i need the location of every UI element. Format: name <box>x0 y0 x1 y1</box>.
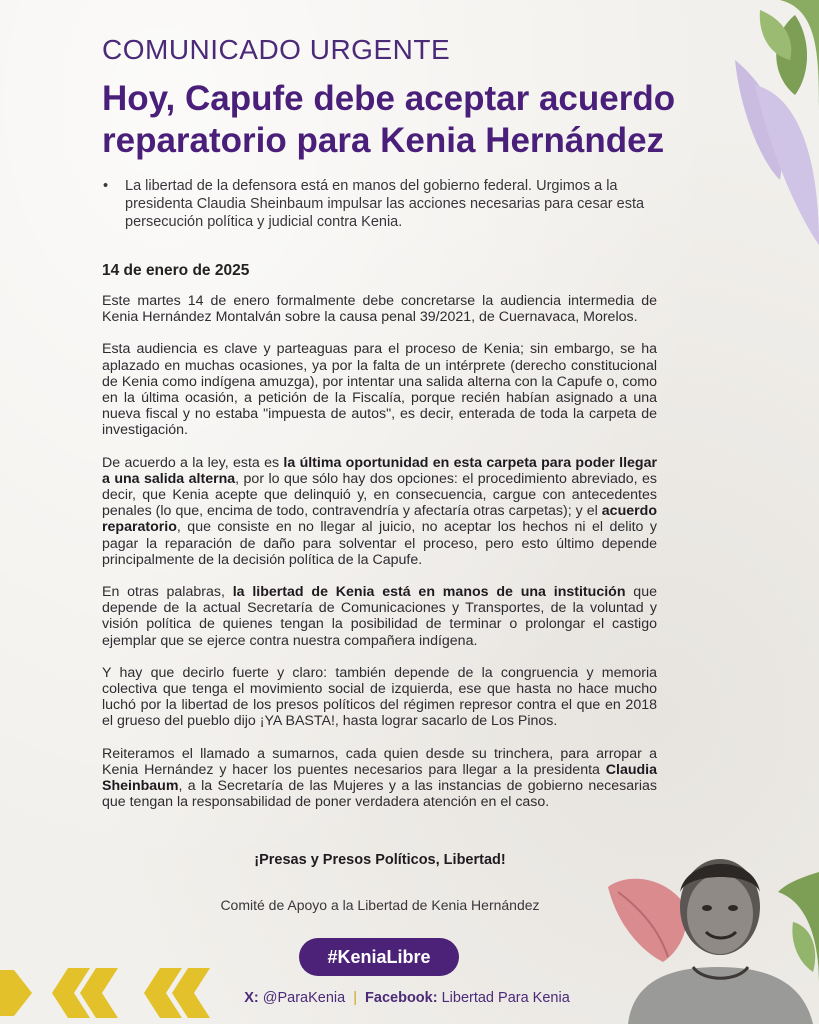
p3-bold-b: acuerdo reparatorio <box>102 503 657 536</box>
summary-bullet <box>103 177 663 231</box>
kicker-label: COMUNICADO URGENTE <box>102 34 451 65</box>
x-handle-link[interactable]: @ParaKenia <box>262 990 346 1006</box>
p3-text-a: De acuerdo a la ley, esta es <box>102 454 284 471</box>
p4-bold: la libertad de Kenia está en manos de una institución <box>232 584 626 601</box>
slogan: ¡Presas y Presos Políticos, Libertad! <box>254 852 506 868</box>
social-separator: | <box>353 990 358 1006</box>
p3-bold-a: la última oportunidad en esta carpeta para poder llegar a una salida alterna <box>102 454 657 487</box>
committee-signature: Comité de Apoyo a la Libertad de Kenia Hernández <box>220 897 540 913</box>
p4-text-a: En otras palabras, <box>102 584 233 601</box>
facebook-label: Facebook: <box>365 990 438 1006</box>
paragraph-2: Esta audiencia es clave y parteaguas para el proceso de Kenia; sin embargo, se ha aplazado en muchas ocasiones, ya por la falta de un intérprete (derecho constitucional de Kenia como indígena amuzga), por intentar una salida alterna con la Capufe o, como en la última ocasión, a petición de la Fiscalía, porque recién habían asignado a una nueva fiscal y no estaba "impuesta de autos", es decir, enterada de toda la carpeta de investigación. <box>102 341 657 439</box>
chevron-pattern-icon <box>0 962 230 1024</box>
body-text <box>102 293 657 826</box>
facebook-page-link[interactable]: Libertad Para Kenia <box>441 990 570 1006</box>
date-line: 14 de enero de 2025 <box>102 262 250 279</box>
headline: Hoy, Capufe debe aceptar acuerdo reparatorio para Kenia Hernández <box>102 79 676 160</box>
hashtag-badge: #KeniaLibre <box>299 938 459 976</box>
p6-bold: Claudia Sheinbaum <box>102 761 657 795</box>
x-label: X: <box>244 990 259 1006</box>
p4-text-b: que depende de la actual Secretaría de Comunicaciones y Transportes, de la voluntad y visión política de quienes tengan la posibilidad de terminar o prolongar el castigo ejemplar que se ejerce contra nuestra compañera indígena. <box>102 584 657 649</box>
p3-text-b: , por lo que sólo hay dos opciones: el procedimiento abreviado, es decir, que Kenia acepte que delinquió y, en consecuencia, cargue con antecedentes penales (lo que, encima de todo, contravendría y afectaría otras carpetas); y el <box>102 470 657 520</box>
paragraph-4 <box>102 584 657 649</box>
p6-text-b: , a la Secretaría de las Mujeres y a las instancias de gobierno necesarias que tengan la responsabilidad de poner verdadera atención en el caso. <box>102 778 657 811</box>
paragraph-6 <box>102 746 657 811</box>
paragraph-3 <box>102 455 657 568</box>
p3-text-c: , que consiste en no llegar al juicio, no aceptar los hechos ni el delito y pagar la reparación de daño para solventar el proceso, pero esto último depende principalmente de la decisión política de la Capufe. <box>102 519 657 568</box>
portrait-photo <box>608 832 819 1024</box>
p6-text-a: Reiteramos el llamado a sumarnos, cada quien desde su trinchera, para arropar a Kenia Hernández y hacer los puentes necesarios para llegar a la presidenta <box>102 745 657 778</box>
summary-text: La libertad de la defensora está en manos del gobierno federal. Urgimos a la presidenta Claudia Sheinbaum impulsar las acciones necesarias para cesar esta persecución política y judicial contra Kenia. <box>125 178 645 230</box>
paragraph-5: Y hay que decirlo fuerte y claro: también depende de la congruencia y memoria colectiva que tenga el movimiento social de izquierda, ese que hasta no hace mucho luchó por la libertad de los presos políticos del régimen represor contra el que en 2018 el grueso del pueblo dijo ¡YA BASTA!, hasta lograr sacarlo de Los Pinos. <box>102 664 657 730</box>
paragraph-1: Este martes 14 de enero formalmente debe concretarse la audiencia intermedia de Kenia Hernández Montalván sobre la causa penal 39/2021, de Cuernavaca, Morelos. <box>102 293 657 326</box>
bullet-dot: • <box>103 178 109 194</box>
